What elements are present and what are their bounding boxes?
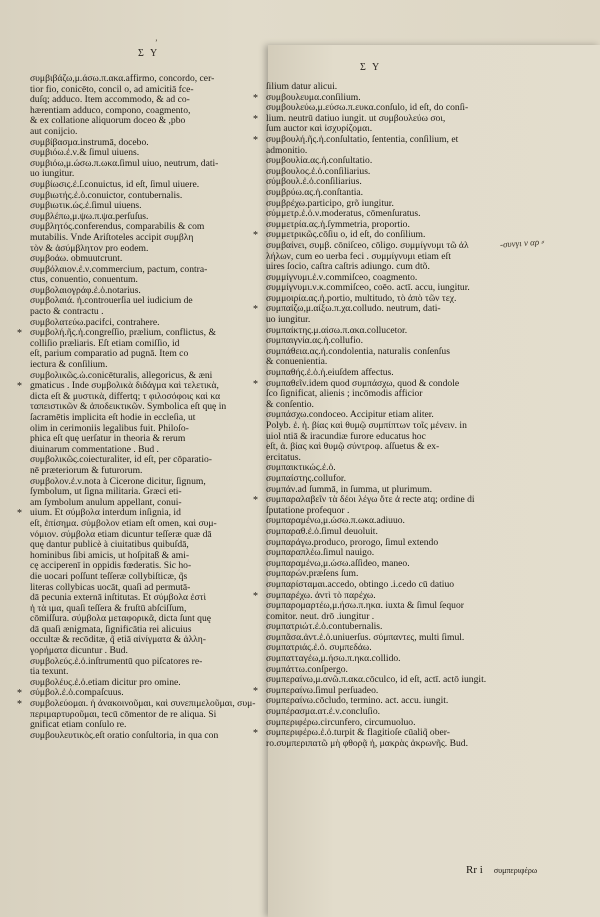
line-text: quę dantur publicè à ciuitatibus quibuſdā, [30,539,189,551]
line-text: συμμετρία.ας.ἡ.ſymmetria, proportio. [266,218,410,230]
line-text: συμβόλαιον.ἐ.ν.commercium, pactum, contra- [30,263,208,275]
right-folio: Σ Υ [360,62,382,73]
line-text: συμβιωτικ.ώς.ἐ.ſimul uiuens. [30,200,142,212]
line-text: συμπαράγω.produco, prorogo, ſimul extendo [266,536,439,548]
line-text: συμπάθεια.ας.ἡ.condolentia, naturalis conſenſus [266,345,450,357]
line-text: pacto & contractu . [30,306,104,318]
line-text: uires ſocio, caſtra caſtris adiungo. cum dtõ. [266,261,430,273]
line-text: uium. Et σύμβολα interdum inſignia, id [30,507,181,519]
line-text: iectura & conſilium. [30,359,108,371]
line-text: lium. neutrū datiuo iungit. ut συμβουλεύω σοι, [266,112,446,124]
line-text: συμπαίστης.collufor. [266,472,346,484]
line-text: συμβιόω,μ.ώσω.π.ωκα.ſimul uiuo, neutrum, dati- [30,157,219,169]
line-text: συμβολον.ἐ.ν.nota à Cicerone dicitur, ſignum, [30,475,206,487]
line-text: συμπαρομαρτέω,μ.ήσω.π.ηκα. iuxta & ſimul ſequor [266,600,464,612]
line-text: συμμετρικῶς.cōſiu o, id eſt, do conſilium. [266,229,426,241]
line-text: & conuenientia. [266,356,328,368]
asterisk-marker: * [253,134,258,146]
line-text: ſputatione profequor . [266,504,350,516]
line-text: συμβοάω. obmuutcrunt. [30,253,123,265]
line-text: συμπαραμένω,μ.ώσω.aſſideo, maneo. [266,557,410,569]
line-text: comitor. neut. drō .iungitur . [266,610,375,622]
line-text: συμβρύω.ας.ἡ.conſtantia. [266,186,364,198]
line-text: cę acciperenī in oppidis fœderatis. Sic ho- [30,560,192,572]
line-text: ctus, conuentio, conuentum. [30,274,138,286]
right-text-column [253,81,571,749]
signature-text: Rr i [466,864,483,876]
asterisk-marker: * [17,508,22,520]
line-text: dā pecunia externā inſtitutas. Et σύμβολα ἐστὶ [30,592,207,604]
line-text: συμπᾶσα.ἀντ.ἐ.ὁ.uniuerſus. σύμπαντες, multi ſimul. [266,631,465,643]
line-text: συμπαρέχω. ἀντὶ τὸ παρέχω. [266,589,376,601]
line-text: συμβρέχω.participo, grõ iungitur. [266,197,394,209]
line-text: duſq; adduco. Item accommodo, & ad co- [30,94,190,106]
line-text: & ex collatione aliquorum doceo & ,pbo [30,115,186,127]
line-text: συμβολικῶς.coiecturaliter, id eſt, per cōparatio- [30,454,212,466]
line-text: συμβουλος.ἐ.ὁ.conſiliarius. [266,165,371,177]
line-text: συμπαθεῖν.idem quod συμπάσχω, quod & condole [266,377,460,389]
line-text: συμβιωτής.ἐ.ὁ.conuictor, contubernalis. [30,189,183,201]
text-line [253,133,571,146]
line-text: συμβλέπω,μ.ψω.π.ψα.perſuſus. [30,210,149,222]
line-text: τὸν & ἀσύμβλητον pro eodem. [30,242,149,254]
asterisk-marker: * [253,495,258,507]
line-text: συμβιόω.ἐ.ν.& ſimul uiuens. [30,147,140,159]
line-text: συμπεραίνω.cōcludo, termino. act. accu. iungit. [266,695,449,707]
line-text: occultæ & recōditæ, q̃ etiā αἰνίγματα & ἀλλη- [30,634,206,646]
handwritten-margin-note: -συνγι ν αρ ⸗ [499,236,545,250]
line-text: συμπατταγέω,μ.ήσω.π.ηκα.collido. [266,653,401,665]
line-text: συμπαραμένω,μ.ώσω.π.ωκα.adiuuo. [266,515,405,527]
line-text: hominibus ſibi amicis, ut hoſpitaß & ami- [30,549,190,561]
text-line [30,728,268,742]
left-text-column [17,73,268,741]
line-text: eſt, parium comparatio ad pugnā. Item co [30,348,189,360]
line-text: ἡ τὰ ιμα, quaſi teſſera & fruſtū abſciſſum, [30,602,187,614]
text-line [266,739,571,750]
line-text: συμπεριφέρω.circunfero, circumuoluo. [266,716,416,728]
line-text: eſt, ἀ. βίας καὶ θυμῷ σύντροφ. aſſuetus & ex- [266,441,440,453]
line-text: tior fio, conicēto, concil o, ad amicitiā fce- [30,83,194,95]
line-text: συμβίωσις.ἐ.ſ.conuictus, id eſt, ſimul uiuere. [30,178,200,190]
line-text: συμβολεύομαι. ἡ ἀνακοινοῦμαι, καὶ συνεπιμελοῦμαι, συμ- [30,698,256,710]
asterisk-marker: * [17,381,22,393]
line-text: mutabilis. Vnde Ariſtoteles accipit συμβλη [30,231,194,243]
line-text: σύμμετρ.ἐ.ὁ.ν.moderatus, cōmenſuratus. [266,208,421,220]
asterisk-marker: * [17,328,22,340]
line-text: συμπεραίνω,μ.ανῶ.π.ακα.cōculco, id eſt, actī. actō iungit. [266,674,487,686]
line-text: συμπαιγνία.ας.ἡ.collufio. [266,335,363,347]
line-text: συμβουλή.ῆς.ἡ.conſultatio, ſententia, conſilium, et [266,133,459,145]
line-text: ercitatus. [266,451,301,463]
line-text: ſilium datur alicui. [266,81,338,92]
line-text: συμβολατεύω.pacifci, contrahere. [30,316,160,328]
asterisk-marker: * [17,699,22,711]
line-text: hærentiam adduco, compono, coagmento, [30,104,191,116]
text-line [266,442,571,453]
line-text: συμβολεύς.ἐ.ὁ.inſtrumentū quo piſcatores re- [30,655,203,667]
line-text: gnificat etiam conſulo re. [30,719,127,731]
line-text: συμμοιρία.ας.ἡ.portio, multitudo, τὸ ἀπὸ τῶν τεχ. [266,292,457,304]
line-text: συμπαθής.ἐ.ὁ.ἡ.eiuſdem affectus. [266,367,394,379]
line-text: συμπαραπλέω.ſimul nauigo. [266,547,375,559]
line-text: συμμίγνυμι.ν.κ.commiſceo, coēo. actī. accu, iungitur. [266,282,470,294]
line-text: am ſymbolum anulum appellant, conui- [30,496,182,508]
line-text: colliſio præliaris. Eſt etiam comiſſio, id [30,337,180,349]
line-text: dā quaſi ænigmata, ſignificātia rei alicuius [30,623,192,635]
line-text: συμπεραίνω.ſimul perſuadeo. [266,684,379,696]
line-text: συμπαραθ.ἐ.ὁ.ſimul deuoluit. [266,525,378,537]
line-text: aut conijcio. [30,125,78,137]
line-text: συμπάν.ad ſummā, in ſumma, ut plurimum. [266,483,432,495]
line-text: nē præteriorum & futurorum. [30,464,143,476]
line-text: ſacramētis implicita eſt hodie in eccleſia, ut [30,412,196,423]
line-text: συμβιβάζω,μ.άσω.π.ακα.affirmo, concordo, cer- [30,73,215,84]
line-text: olim in cerimoniis legalibus fuit. Philoſo- [30,422,189,434]
line-text: συμβλητός.conferendus, comparabilis & com [30,221,205,233]
line-text: συμβουλευτικὸς.eſt oratio conſultoria, in qua con [30,729,219,741]
line-text: Polyb. ἐ. ἡ. βίας καὶ θυμῷ συμπίπτων τοῖς μένειν. in [266,420,467,431]
line-text: νόμιον. σύμβολα etiam dicuntur teſſeræ quæ dā [30,528,212,540]
line-text: uo iungitur. [30,168,75,180]
line-text: uiol ntiā & iracundiæ furore educatus hoc [266,430,426,442]
line-text: σύμβουλ.ἐ.ὁ.conſiliarius. [266,176,362,188]
line-text: συμβολαιογράφ.ἐ.ὁ.notarius. [30,284,141,296]
asterisk-marker: * [253,590,258,602]
line-text: συμβουλευμα.conſilium. [266,91,361,103]
line-text: phica eſt quę uerſatur in theoria & rerum [30,433,186,445]
line-text: cōmiſſura. σύμβολα μεταφορικᾶ, dicta ſunt quę [30,613,212,625]
asterisk-marker: * [253,685,258,697]
ink-mark: ʼ [155,38,158,47]
left-folio: Σ Υ [138,48,160,59]
line-text: συμπατριώτ.ἐ.ὁ.contubernalis. [266,621,383,633]
line-text: συμπέρασμα.ατ.ἐ.ν.concluſio. [266,706,381,718]
line-text: περιμαρτυροῦμαι, tecū cōmentor de re aliqua. Si [30,708,217,720]
line-text: συμπαικτικώς.ἐ.ὁ. [266,462,336,474]
line-text: diuinarum commentatione . Bud . [30,443,159,455]
asterisk-marker: * [17,688,22,700]
asterisk-marker: * [253,113,258,125]
line-text: σύμβολ.ἐ.ὁ.compaſcuus. [30,687,124,699]
line-text: συμπαρών.præſens ſum. [266,568,359,580]
line-text: eſt, ἐπίσημα. σύμβολον etiam eſt omen, καὶ συμ- [30,517,217,529]
line-text: ταπειστικῶν & ἀποδεικτικῶν. Symbolica eſt quę in [30,401,227,413]
line-text: συμπαίκτης.μ.αίσω.π.ακα.collucetor. [266,324,408,336]
asterisk-marker: * [253,378,258,390]
asterisk-marker: * [253,304,258,316]
line-text: συμπαίζω,μ.αίξω.π.χα.colludo. neutrum, dati- [266,303,441,315]
asterisk-marker: * [253,230,258,242]
line-text: συμβουλία.ας.ἡ.conſultatio. [266,155,373,167]
signature-mark [466,864,537,876]
line-text: admonitio. [266,144,308,156]
line-text: dicta eſt & μυστικὰ, differtq; τ φιλοσόφοις καὶ κα [30,390,221,402]
line-text: συμπάσχω.condoceo. Accipitur etiam aliter. [266,409,434,421]
line-text: ſco ſignificat, alienis ; incōmodis afficior [266,388,423,400]
line-text: tia texunt. [30,666,69,678]
line-text: συμβολικῶς.ὡ.conicēturalis, allegoricus, & æni [30,369,213,381]
line-text: ſum auctor καὶ ἰσχυρίζομαι. [266,123,373,135]
line-text: συμβαίνει, συμβ. cōniſceo, cōligo. συμμίγνυμι τῶ ἀλ [266,239,469,251]
line-text: συμπαραλαβεῖν τὰ δέοι λέγω ὅτε ἀ recte atq; ordine di [266,494,475,506]
line-text: συμπαρίσταμαι.accedo, obtingo .i.cedo cū datiuo [266,578,455,590]
line-text: uo iungitur. [266,314,311,326]
line-text: γορήματα dicuntur . Bud. [30,645,128,657]
line-text: gmaticus . Inde συμβολικὰ διδάγμα καὶ τελετικὰ, [30,380,219,392]
asterisk-marker: * [253,92,258,104]
line-text: συμπεριφέρω.ἐ.ὁ.turpit & flagitioſe cūaliq̃ ober- [266,727,450,739]
line-text: συμβουλεύω,μ.εύσω.π.ευκα.conſulo, id eſt, do conſi- [266,102,469,114]
line-text: ro.συμπεριπατῶ μὴ φθορᾷ ἡ, μακρὰς ἀκρωνῆς. Bud. [266,737,468,749]
line-text: ſymbolum, ut ſigna militaria. Græci eti- [30,486,182,498]
line-text: συμμίγνυμι.ἐ.ν.commiſceo, coagmento. [266,271,418,283]
line-text: & conſentio. [266,398,314,410]
catchword: συμπεριφέρω [493,866,538,875]
line-text: συμβολαιά. ἡ.controuerſia uel iudicium de [30,295,193,307]
line-text: συμπατριάς.ἐ.ὁ. συμπεδάω. [266,642,372,654]
line-text: συμβολή.ῆς.ἡ.congreſſio, prælium, conflictus, & [30,327,216,339]
line-text: literas collybicas uocāt, quaſi ad permutā- [30,581,191,593]
line-text: συμπάττω.conſpergo. [266,663,348,675]
line-text: λήλων, cum eo uerba feci . συμμίγνυμι etiam eſt [266,250,451,262]
line-text: συμβολέυς.ἐ.ὁ.etiam dicitur pro omine. [30,676,181,688]
line-text: συμβίβασμα.instrumā, docebo. [30,136,149,148]
asterisk-marker: * [253,728,258,740]
text-line [253,303,571,316]
line-text: die uocari poſſunt teſſeræ collybiſticæ, q̃s [30,570,188,582]
